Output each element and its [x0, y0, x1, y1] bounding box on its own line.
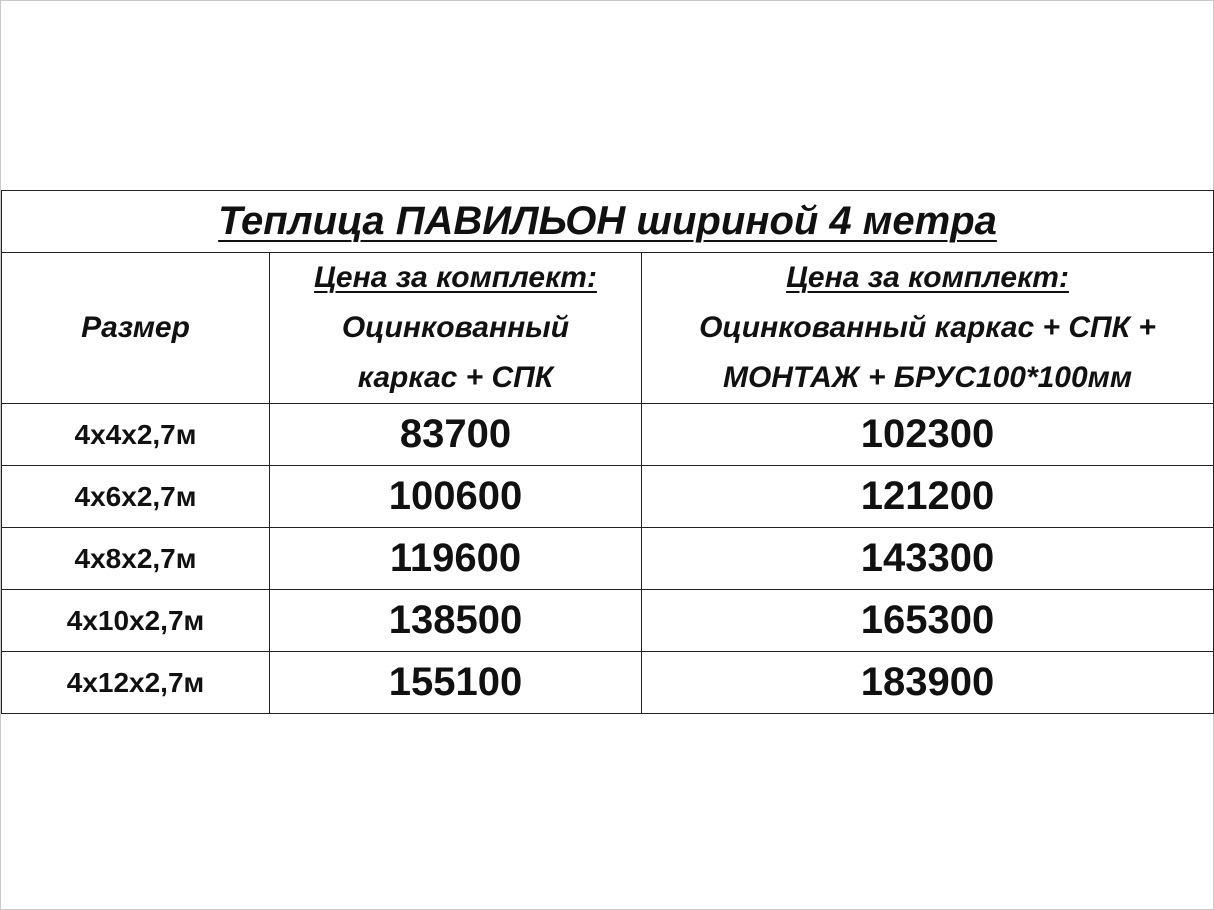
price-kit-cell: 100600 — [270, 466, 642, 528]
table-row — [2, 590, 1214, 652]
size-cell: 4х12х2,7м — [2, 652, 270, 714]
header-size: Размер — [81, 311, 190, 344]
price-kit-cell: 155100 — [270, 652, 642, 714]
header-price-full-desc-line1: Оцинкованный каркас + СПК + — [699, 311, 1156, 344]
header-price-kit-caption: Цена за комплект: — [314, 261, 597, 294]
header-size-cell — [2, 253, 270, 404]
header-price-full-desc-line2: МОНТАЖ + БРУС100*100мм — [722, 361, 1133, 394]
header-price-kit-desc-line1: Оцинкованный — [341, 311, 570, 344]
header-price-kit-desc-line2: каркас + СПК — [357, 361, 554, 394]
size-cell: 4х10х2,7м — [2, 590, 270, 652]
title-row — [2, 191, 1214, 253]
price-kit-cell: 83700 — [270, 404, 642, 466]
table-row — [2, 404, 1214, 466]
price-full-cell: 183900 — [642, 652, 1214, 714]
header-price-full-caption: Цена за комплект: — [786, 261, 1069, 294]
table-title: Теплица ПАВИЛЬОН шириной 4 метра — [218, 199, 997, 243]
price-full-cell: 165300 — [642, 590, 1214, 652]
header-price-kit-cell — [270, 253, 642, 404]
price-table — [1, 190, 1214, 714]
price-full-cell: 121200 — [642, 466, 1214, 528]
header-price-full-cell — [642, 253, 1214, 404]
header-row — [2, 253, 1214, 404]
size-cell: 4х6х2,7м — [2, 466, 270, 528]
size-cell: 4х8х2,7м — [2, 528, 270, 590]
size-cell: 4х4х2,7м — [2, 404, 270, 466]
title-cell — [2, 191, 1214, 253]
price-full-cell: 143300 — [642, 528, 1214, 590]
price-kit-cell: 138500 — [270, 590, 642, 652]
table-row — [2, 528, 1214, 590]
table-row — [2, 466, 1214, 528]
table-row — [2, 652, 1214, 714]
price-kit-cell: 119600 — [270, 528, 642, 590]
price-full-cell: 102300 — [642, 404, 1214, 466]
